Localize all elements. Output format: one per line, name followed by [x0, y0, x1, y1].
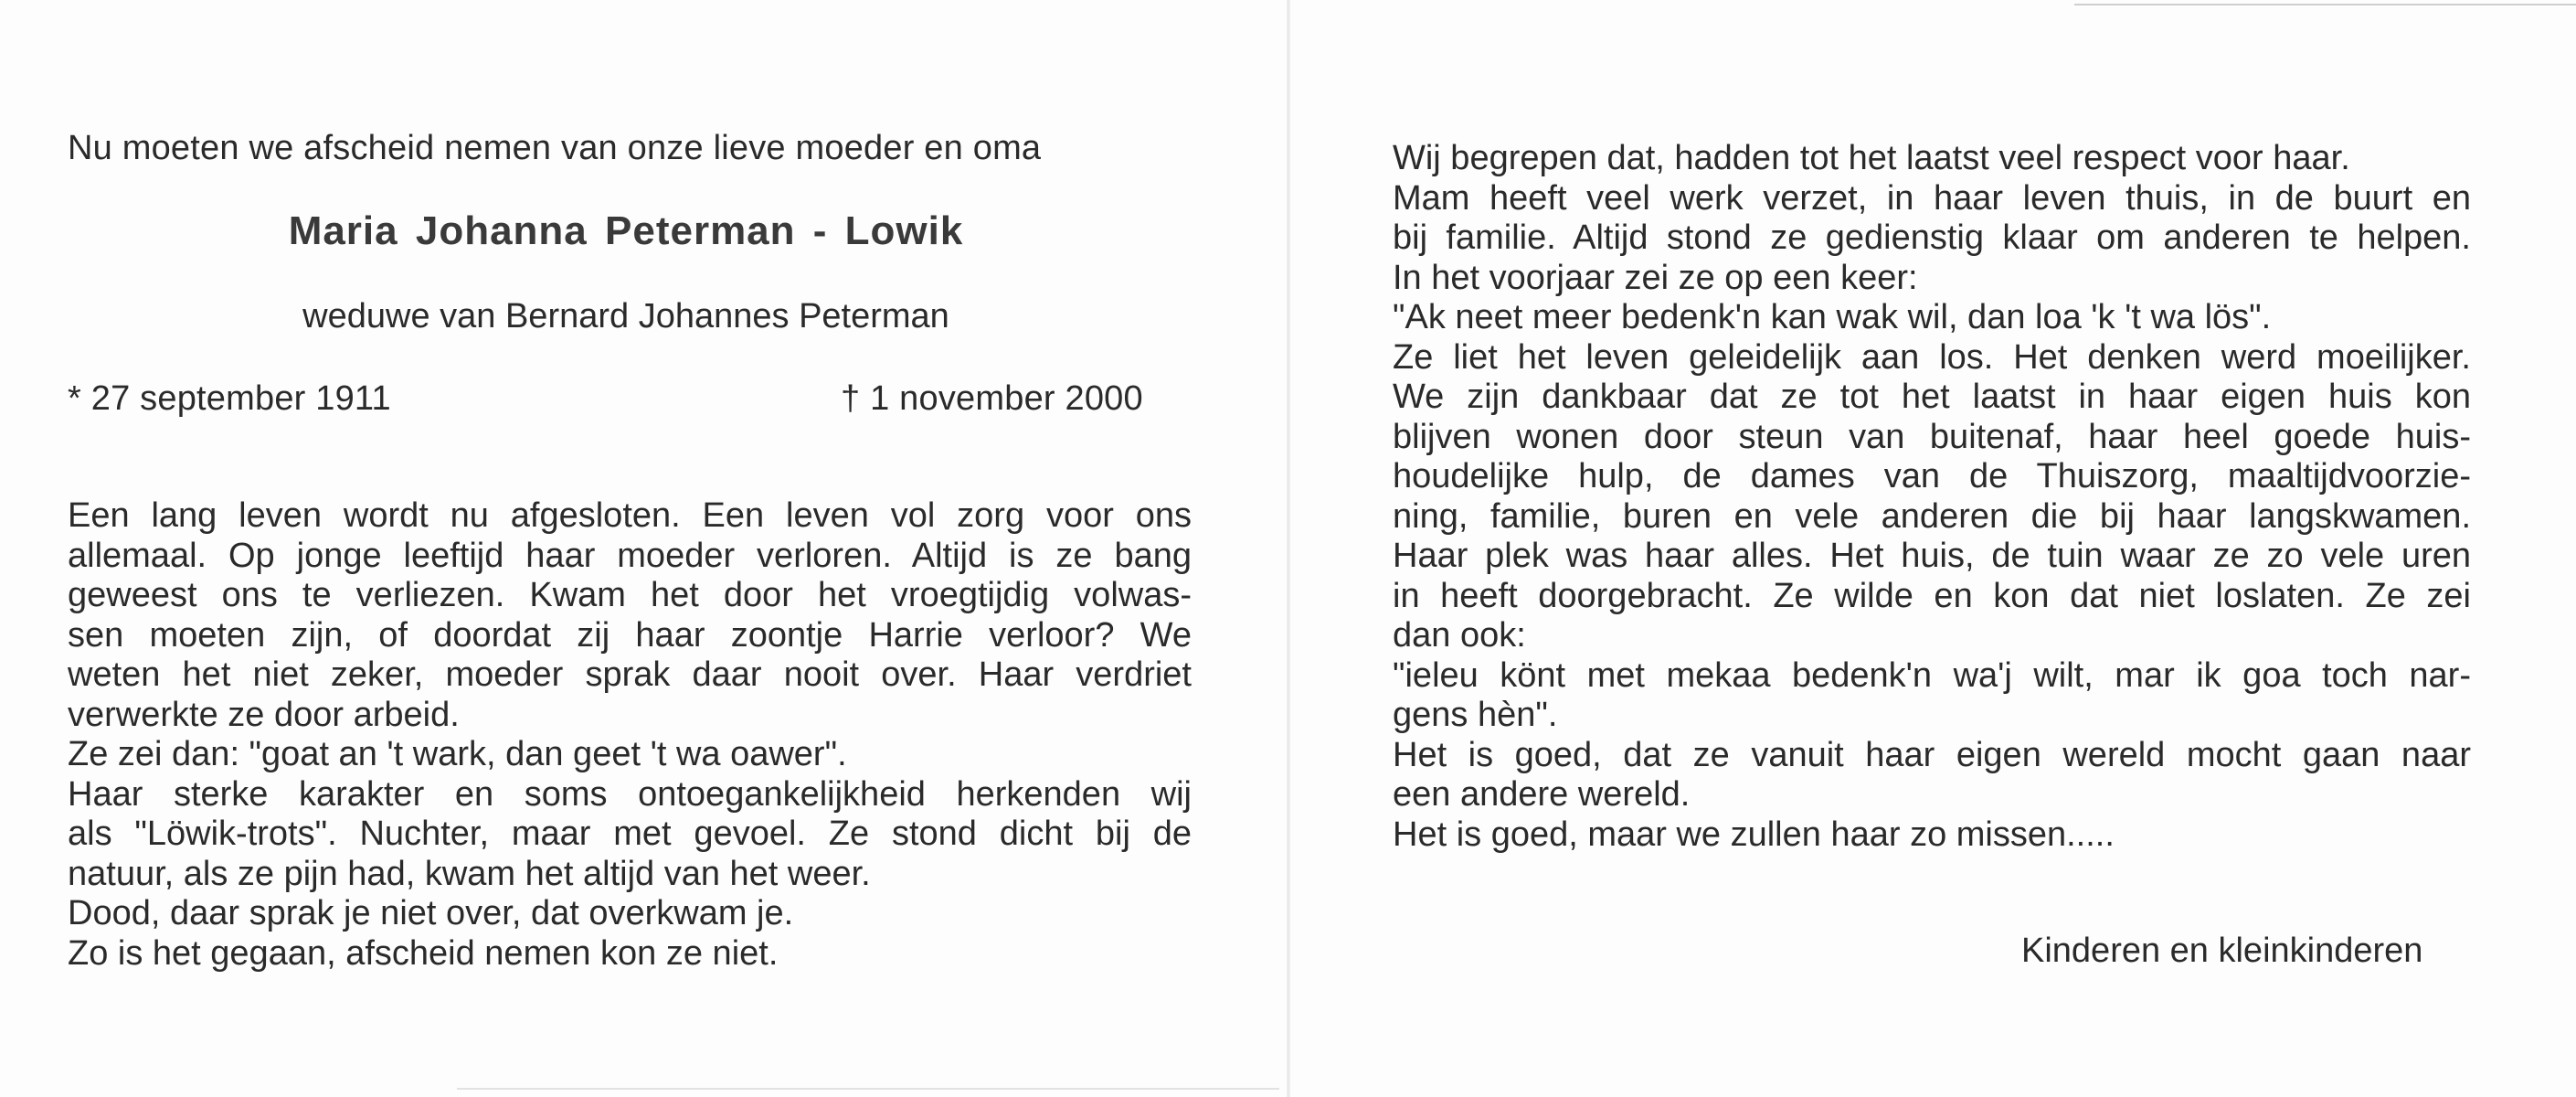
text-line: ning, familie, buren en vele anderen die bij haar langskwamen.: [1393, 496, 2471, 536]
signature: Kinderen en kleinkinderen: [2021, 932, 2423, 970]
scan-edge-bottom: [457, 1088, 1279, 1090]
text-line: blijven wonen door steun van buitenaf, haar heel goede huis-: [1393, 417, 2471, 456]
text-line: verwerkte ze door arbeid.: [68, 695, 460, 734]
text-line: Mam heeft veel werk verzet, in haar leven thuis, in de buurt en: [1393, 178, 2471, 218]
text-line: sen moeten zijn, of doordat zij haar zoontje Harrie verloor? We: [68, 615, 1192, 655]
text-line: Ze liet het leven geleidelijk aan los. Het denken werd moeilijker.: [1393, 337, 2471, 377]
text-line: Een lang leven wordt nu afgesloten. Een leven vol zorg voor ons: [68, 496, 1192, 535]
text-line: Ze zei dan: "goat an 't wark, dan geet 't wa oawer".: [68, 735, 847, 773]
card-fold: [1287, 0, 1290, 1097]
text-line: Zo is het gegaan, afscheid nemen kon ze niet.: [68, 933, 779, 973]
text-line: Wij begrepen dat, hadden tot het laatst veel respect voor haar.: [1393, 139, 2350, 177]
text-line: Haar plek was haar alles. Het huis, de tuin waar ze zo vele uren: [1393, 537, 2471, 575]
deceased-name: Maria Johanna Peterman - Lowik: [288, 208, 964, 253]
text-line: weten het niet zeker, moeder sprak daar nooit over. Haar verdriet: [68, 655, 1192, 694]
text-line: dan ook:: [1393, 616, 1526, 655]
intro-text: Nu moeten we afscheid nemen van onze lieve moeder en oma: [68, 129, 1042, 167]
widow-of-text: weduwe van Bernard Johannes Peterman: [302, 297, 949, 335]
text-line: geweest ons te verliezen. Kwam het door het vroegtijdig volwas-: [68, 576, 1192, 614]
birth-date: * 27 september 1911: [68, 379, 391, 418]
text-line: Haar sterke karakter en soms ontoegankelijkheid herkenden wij: [68, 774, 1192, 814]
text-line: een andere wereld.: [1393, 775, 1691, 814]
text-line: in heeft doorgebracht. Ze wilde en kon dat niet loslaten. Ze zei: [1393, 576, 2471, 615]
text-line: In het voorjaar zei ze op een keer:: [1393, 258, 1918, 297]
text-line: Het is goed, maar we zullen haar zo missen.....: [1393, 815, 2115, 854]
text-line: natuur, als ze pijn had, kwam het altijd van het weer.: [68, 854, 871, 893]
text-line: als "Löwik-trots". Nuchter, maar met gevoel. Ze stond dicht bij de: [68, 815, 1192, 853]
text-line: "Ak neet meer bedenk'n kan wak wil, dan loa 'k 't wa lös".: [1393, 298, 2272, 336]
text-line: We zijn dankbaar dat ze tot het laatst in haar eigen huis kon: [1393, 378, 2471, 416]
right-memorial-paragraph: [1393, 139, 2471, 855]
scan-edge-top: [2074, 4, 2576, 5]
text-line: Dood, daar sprak je niet over, dat overkwam je.: [68, 894, 794, 932]
death-date: † 1 november 2000: [841, 379, 1143, 418]
text-line: gens hèn".: [1393, 696, 1558, 734]
left-memorial-paragraph: [68, 496, 1192, 974]
text-line: "ieleu könt met mekaa bedenk'n wa'j wilt, mar ik goa toch nar-: [1393, 655, 2471, 695]
text-line: houdelijke hulp, de dames van de Thuiszorg, maaltijdvoorzie-: [1393, 457, 2471, 495]
text-line: bij familie. Altijd stond ze gedienstig klaar om anderen te helpen.: [1393, 218, 2471, 257]
text-line: allemaal. Op jonge leeftijd haar moeder verloren. Altijd is ze bang: [68, 536, 1192, 575]
text-line: Het is goed, dat ze vanuit haar eigen wereld mocht gaan naar: [1393, 735, 2471, 774]
